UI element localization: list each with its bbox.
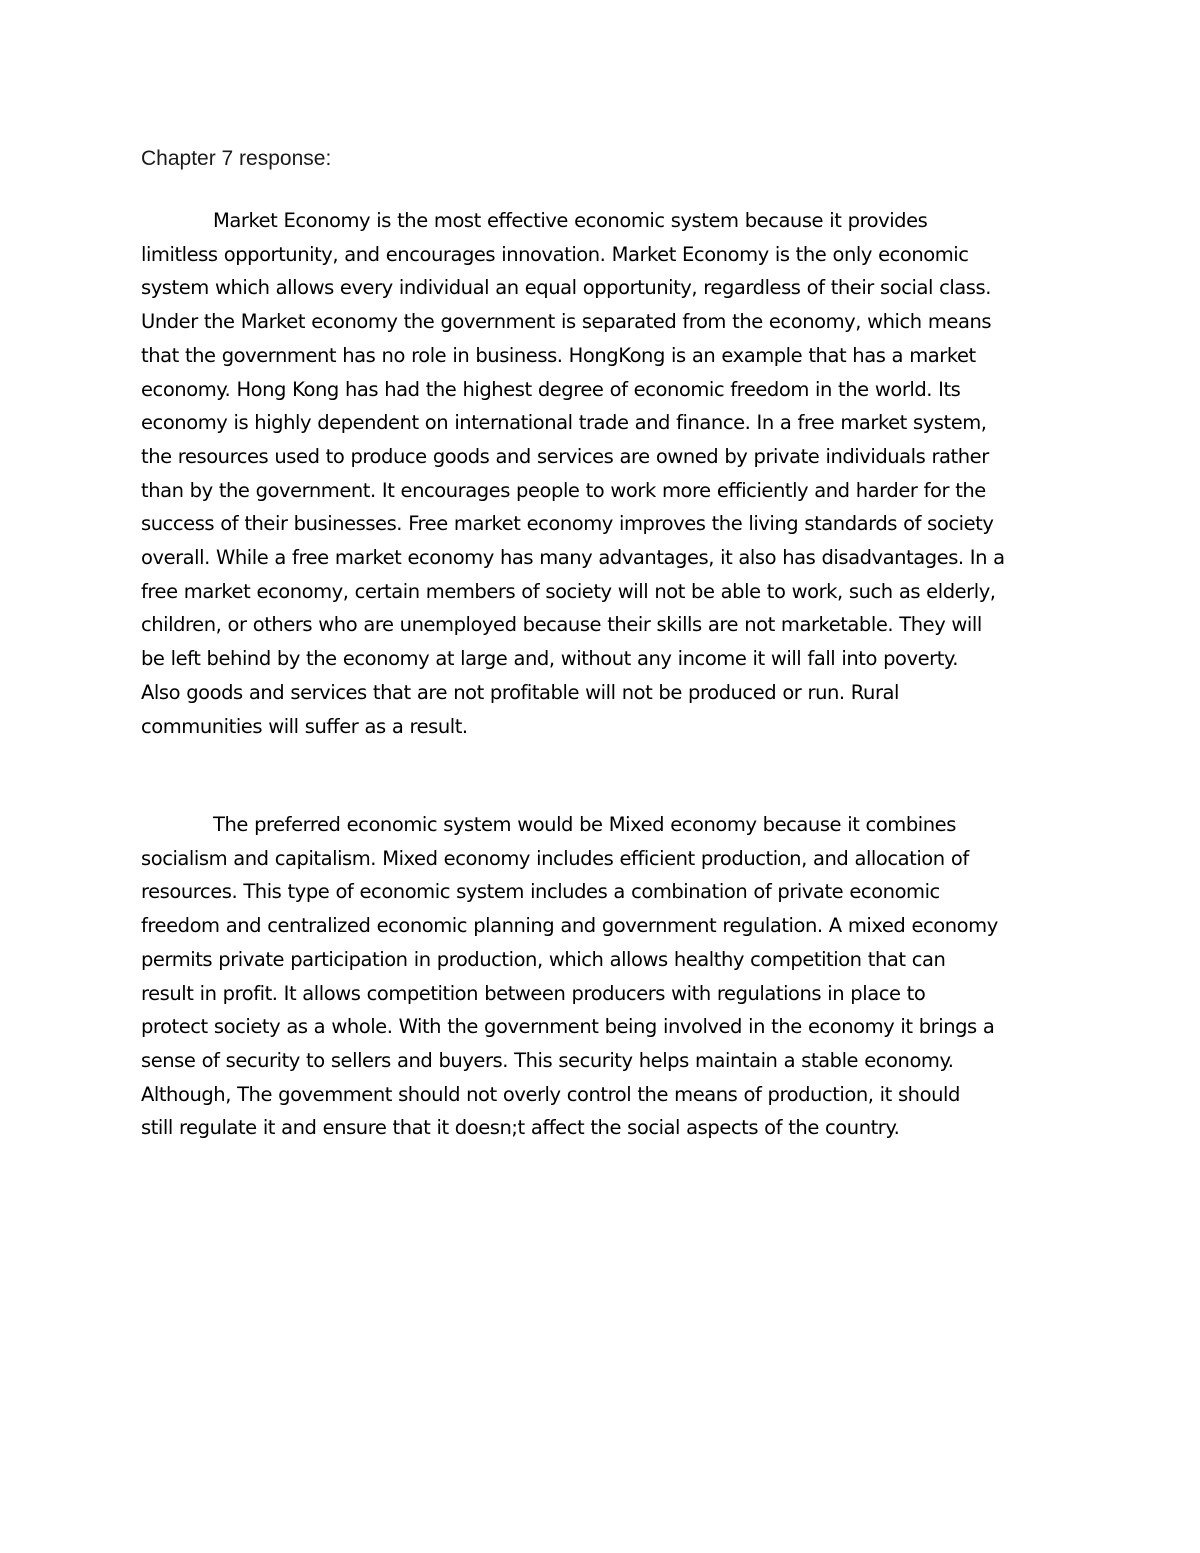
- paragraph-line: Also goods and services that are not profitable will not be produced or run. Rural: [141, 680, 899, 704]
- paragraph-line: economy. Hong Kong has had the highest degree of economic freedom in the world. Its: [141, 377, 961, 401]
- paragraph-line: free market economy, certain members of society will not be able to work, such as elderly,: [141, 579, 996, 603]
- paragraph-mixed-economy: [141, 808, 1076, 1145]
- paragraph-line: system which allows every individual an equal opportunity, regardless of their social class.: [141, 276, 991, 300]
- paragraph-line: freedom and centralized economic planning and government regulation. A mixed economy: [141, 914, 998, 938]
- paragraph-line: still regulate it and ensure that it doesn;t affect the social aspects of the country.: [141, 1116, 900, 1140]
- paragraph-line: limitless opportunity, and encourages innovation. Market Economy is the only economic: [141, 242, 969, 266]
- paragraph-line: overall. While a free market economy has many advantages, it also has disadvantages. In a: [141, 546, 1005, 570]
- paragraph-line: socialism and capitalism. Mixed economy includes efficient production, and allocation of: [141, 846, 969, 870]
- paragraph-line: the resources used to produce goods and services are owned by private individuals rather: [141, 444, 989, 468]
- paragraph-line: that the government has no role in business. HongKong is an example that has a market: [141, 343, 976, 367]
- paragraph-line: children, or others who are unemployed because their skills are not marketable. They will: [141, 613, 982, 637]
- paragraph-line: economy is highly dependent on international trade and finance. In a free market system,: [141, 411, 987, 435]
- paragraph-line: [141, 808, 1076, 842]
- paragraph-line: communities will suffer as a result.: [141, 714, 468, 738]
- paragraph-line: result in profit. It allows competition between producers with regulations in place to: [141, 981, 926, 1005]
- paragraph-line: than by the government. It encourages people to work more efficiently and harder for the: [141, 478, 986, 502]
- paragraph-line: be left behind by the economy at large and, without any income it will fall into poverty.: [141, 647, 958, 671]
- line-text: The preferred economic system would be Mixed economy because it combines: [213, 813, 956, 836]
- paragraph-market-economy: [141, 204, 1076, 743]
- paragraph-line: Under the Market economy the government is separated from the economy, which means: [141, 310, 992, 334]
- line-text: Market Economy is the most effective economic system because it provides: [213, 209, 928, 232]
- paragraph-line: resources. This type of economic system includes a combination of private economic: [141, 880, 940, 904]
- paragraph-line: protect society as a whole. With the government being involved in the economy it brings a: [141, 1015, 995, 1039]
- paragraph-line: sense of security to sellers and buyers. This security helps maintain a stable economy.: [141, 1048, 954, 1072]
- paragraph-line: permits private participation in production, which allows healthy competition that can: [141, 947, 946, 971]
- paragraph-line: success of their businesses. Free market economy improves the living standards of society: [141, 512, 994, 536]
- paragraph-line: Although, The govemment should not overly control the means of production, it should: [141, 1082, 960, 1106]
- paragraph-line: [141, 204, 1076, 238]
- page-heading: Chapter 7 response:: [141, 147, 332, 170]
